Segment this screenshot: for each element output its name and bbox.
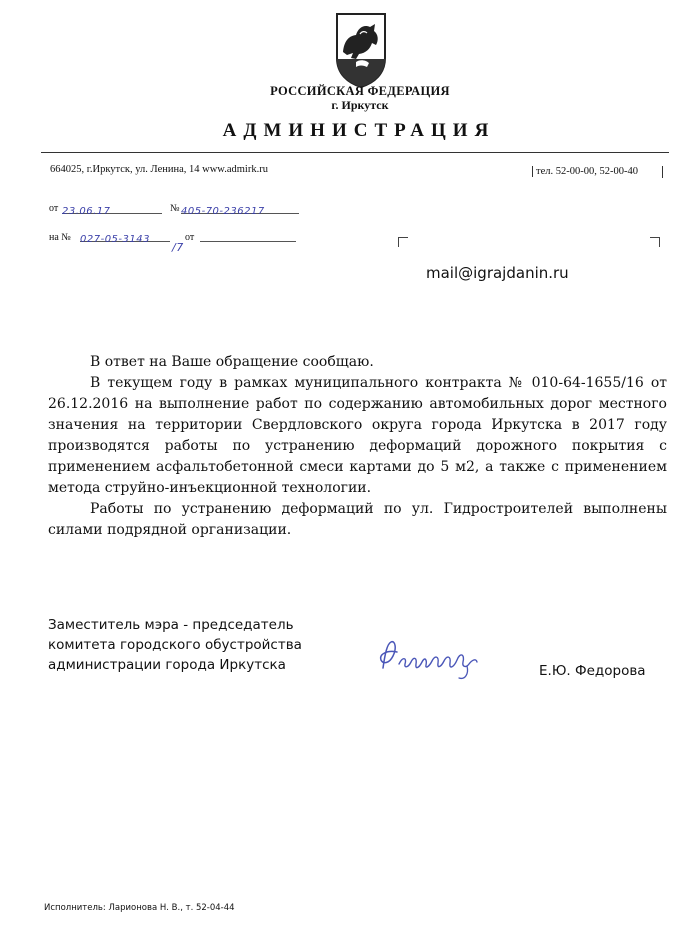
signer-position [48,615,302,675]
signer-position-line: комитета городского обустройства [48,637,302,653]
number-value: 405-70-236217 [181,206,265,217]
reply-date-label: от [185,232,195,243]
letterhead-title: АДМИНИСТРАЦИЯ [222,120,496,141]
executor-info: Исполнитель: Ларионова Н. В., т. 52-04-44 [44,903,235,913]
coat-of-arms-emblem [334,12,388,88]
signer-position-line: Заместитель мэра - председатель [48,617,294,633]
country-name: РОССИЙСКАЯ ФЕДЕРАЦИЯ [270,84,450,98]
reply-number-value: 027-05-3143 [80,234,150,245]
address-corner-left [398,237,408,247]
reply-label: на № [49,232,71,243]
number-field [181,201,299,217]
phones-bracket [662,166,664,178]
office-phones: тел. 52-00-00, 52-00-40 [532,166,638,177]
date-value: 23.06.17 [62,206,111,217]
city-name: г. Иркутск [331,98,389,112]
signer-name: Е.Ю. Федорова [539,663,646,679]
signer-position-line: администрации города Иркутска [48,657,286,673]
reply-number-field [80,229,170,245]
date-field [62,201,162,217]
address-corner-right [650,237,660,247]
reply-number-suffix: /7 [172,241,184,254]
letter-body [48,352,667,541]
body-paragraph: Работы по устранению деформаций по ул. Гидростроителей выполнены силами подрядной организации. [48,501,667,538]
recipient-email: mail@igrajdanin.ru [426,264,569,282]
office-address: 664025, г.Иркутск, ул. Ленина, 14 www.admirk.ru [50,164,268,175]
body-paragraph: В текущем году в рамках муниципального контракта № 010-64-1655/16 от 26.12.2016 на выполнение работ по содержанию автомобильных дорог местного значения на территории Свердловского округа города Иркутска в 2017 году производятся работы по устранению деформаций дорожного покрытия с применением асфальтобетонной смеси картами до 5 м2, а также с применением метода струйно-инъекционной технологии. [48,375,667,496]
letterhead-divider [41,152,669,153]
date-label: от [49,203,59,214]
reply-date-field [200,229,296,242]
number-label: № [170,203,180,214]
handwritten-signature [377,634,487,682]
body-paragraph: В ответ на Ваше обращение сообщаю. [90,354,374,370]
